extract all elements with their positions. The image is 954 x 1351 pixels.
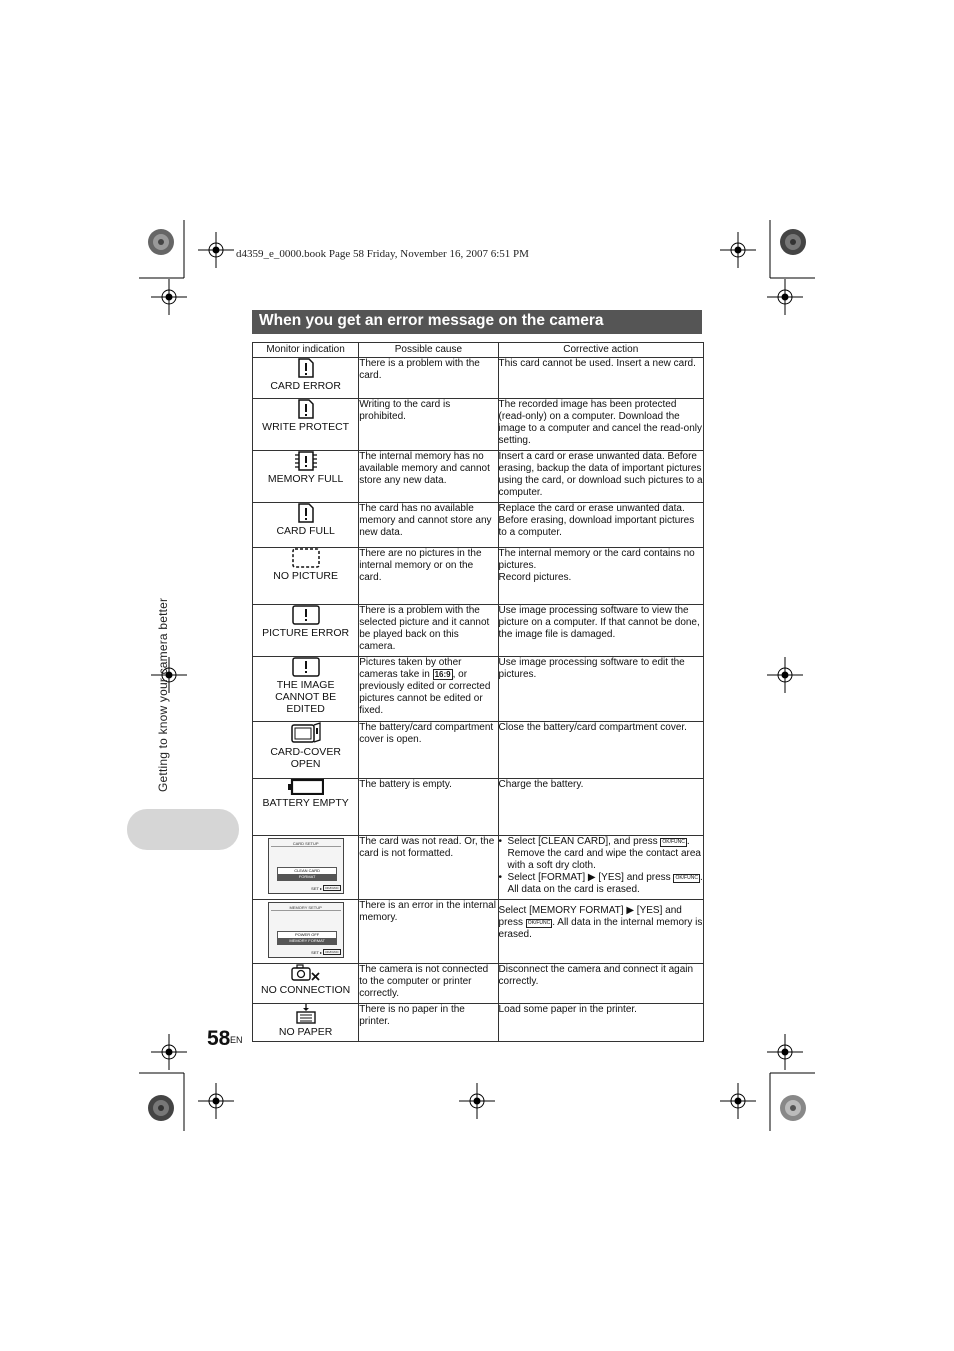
action-cell: Disconnect the camera and connect it again correctly. xyxy=(498,964,703,1004)
action-cell: Load some paper in the printer. xyxy=(498,1004,703,1042)
card-cover-open-icon xyxy=(291,722,321,744)
monitor-label: NO CONNECTION xyxy=(260,984,351,996)
cause-text-end: , or previously edited or corrected pictures cannot be edited or fixed. xyxy=(359,669,491,716)
no-connection-icon xyxy=(291,964,321,982)
table-row xyxy=(253,503,704,548)
memory-setup-screen xyxy=(268,902,344,958)
table-row xyxy=(253,657,704,722)
set-label: SET xyxy=(311,950,319,955)
table-row xyxy=(253,779,704,836)
monitor-label: NO PICTURE xyxy=(273,570,338,582)
monitor-label: BATTERY EMPTY xyxy=(262,797,349,809)
ok-key-icon: OK/FUNC xyxy=(325,886,339,890)
monitor-label: WRITE PROTECT xyxy=(262,421,350,433)
picture-error-icon xyxy=(292,605,320,625)
cause-cell xyxy=(359,657,498,722)
error-message-table xyxy=(252,342,704,1042)
screen-menu-item: CLEAN CARD xyxy=(294,868,320,873)
monitor-cell xyxy=(253,657,359,722)
table-row xyxy=(253,358,704,399)
monitor-cell xyxy=(253,722,359,779)
column-header-cause: Possible cause xyxy=(359,343,498,358)
image-cannot-be-edited-icon xyxy=(292,657,320,677)
cause-cell: There is a problem with the card. xyxy=(359,358,498,399)
action-cell: Insert a card or erase unwanted data. Before erasing, backup the data of important pictures using the card, or download such pictures to a computer. xyxy=(498,451,703,503)
set-label: SET xyxy=(311,886,319,891)
cause-cell: The card has no available memory and cannot store any new data. xyxy=(359,503,498,548)
no-paper-icon xyxy=(295,1004,317,1024)
cause-cell: The battery is empty. xyxy=(359,779,498,836)
monitor-label: MEMORY FULL xyxy=(267,473,344,485)
screen-menu xyxy=(277,931,337,945)
table-row xyxy=(253,722,704,779)
action-cell: Replace the card or erase unwanted data. Before erasing, download important pictures to a computer. xyxy=(498,503,703,548)
screen-set-hint: SET ▸ OK/FUNC xyxy=(311,950,339,955)
table-row xyxy=(253,451,704,503)
cause-cell: The card was not read. Or, the card is not formatted. xyxy=(359,836,498,900)
action-cell xyxy=(498,836,703,900)
table-row xyxy=(253,836,704,900)
action-cell: Charge the battery. xyxy=(498,779,703,836)
no-picture-icon xyxy=(292,548,320,568)
cause-text-start: Pictures taken by other cameras take in xyxy=(359,657,462,680)
monitor-label: NO PAPER xyxy=(278,1026,333,1038)
screen-title: CARD SETUP xyxy=(271,841,341,847)
monitor-cell xyxy=(253,836,359,900)
monitor-cell xyxy=(253,399,359,451)
table-row xyxy=(253,900,704,964)
cause-cell: There is an error in the internal memory. xyxy=(359,900,498,964)
action-list xyxy=(499,836,703,896)
cause-cell: The camera is not connected to the computer or printer correctly. xyxy=(359,964,498,1004)
page-number: 58 xyxy=(207,1027,231,1050)
action-text: . All data on the card is erased. xyxy=(507,872,703,895)
action-cell: Close the battery/card compartment cover. xyxy=(498,722,703,779)
column-header-monitor: Monitor indication xyxy=(253,343,359,358)
cause-cell: The internal memory has no available memory and cannot store any new data. xyxy=(359,451,498,503)
column-header-action: Corrective action xyxy=(498,343,703,358)
monitor-label: CARD FULL xyxy=(276,525,335,537)
cause-cell: The battery/card compartment cover is open. xyxy=(359,722,498,779)
screen-set-hint: SET ▸ OK/FUNC xyxy=(311,886,339,891)
action-cell: The internal memory or the card contains no pictures. Record pictures. xyxy=(498,548,703,605)
table-row xyxy=(253,399,704,451)
aspect-16-9-key-icon: 16:9 xyxy=(434,670,451,679)
monitor-cell xyxy=(253,900,359,964)
ok-func-key-icon: OK/FUNC xyxy=(675,875,698,881)
screen-menu xyxy=(277,867,337,881)
card-full-icon xyxy=(298,503,314,523)
cause-cell: There is no paper in the printer. xyxy=(359,1004,498,1042)
screen-menu-item: POWER OFF xyxy=(294,932,320,937)
cause-cell: There is a problem with the selected picture and it cannot be played back on this camera. xyxy=(359,605,498,657)
ok-key-icon: OK/FUNC xyxy=(325,950,339,954)
action-text: Select [FORMAT] ▶ [YES] and press xyxy=(507,872,671,883)
file-info-header: d4359_e_0000.book Page 58 Friday, November 16, 2007 6:51 PM xyxy=(236,248,529,260)
monitor-label: CARD-COVER OPEN xyxy=(270,746,341,770)
cause-cell: Writing to the card is prohibited. xyxy=(359,399,498,451)
write-protect-icon xyxy=(298,399,314,419)
action-text: . All data in the internal memory is erased. xyxy=(498,917,703,940)
action-cell: This card cannot be used. Insert a new card. xyxy=(498,358,703,399)
action-cell: Use image processing software to view the picture on a computer. If that cannot be done, the image file is damaged. xyxy=(498,605,703,657)
chapter-tab xyxy=(127,809,239,850)
action-cell: The recorded image has been protected (read-only) on a computer. Download the image to a computer and cancel the read-only setting. xyxy=(498,399,703,451)
battery-empty-icon xyxy=(288,779,324,795)
screen-menu-item-selected: MEMORY FORMAT xyxy=(278,938,336,944)
table-header-row xyxy=(253,343,704,358)
memory-full-icon xyxy=(295,451,317,471)
card-setup-screen xyxy=(268,838,344,894)
monitor-cell xyxy=(253,964,359,1004)
page-language: EN xyxy=(230,1035,243,1045)
table-row xyxy=(253,964,704,1004)
card-error-icon xyxy=(298,358,314,378)
action-text: Select [CLEAN CARD], and press xyxy=(507,836,658,847)
screen-title: MEMORY SETUP xyxy=(271,905,341,911)
monitor-label: CARD ERROR xyxy=(270,380,341,392)
monitor-cell xyxy=(253,503,359,548)
action-cell: Use image processing software to edit the pictures. xyxy=(498,657,703,722)
monitor-cell xyxy=(253,779,359,836)
side-section-label: Getting to know your camera better xyxy=(156,597,170,792)
monitor-cell xyxy=(253,605,359,657)
action-text: Select [MEMORY FORMAT] ▶ [YES] and press xyxy=(498,905,682,928)
section-title: When you get an error message on the camera xyxy=(259,312,604,329)
action-cell xyxy=(498,900,703,964)
ok-func-key-icon: OK/FUNC xyxy=(527,920,551,926)
action-list-item xyxy=(508,836,703,872)
action-list-item xyxy=(508,872,703,896)
screen-menu-item-selected: FORMAT xyxy=(278,874,336,880)
section-title-bar xyxy=(252,310,702,334)
table-row xyxy=(253,1004,704,1042)
cause-cell: There are no pictures in the internal memory or on the card. xyxy=(359,548,498,605)
table-row xyxy=(253,548,704,605)
action-text: . Remove the card and wipe the contact area with a soft dry cloth. xyxy=(507,836,701,871)
monitor-cell xyxy=(253,548,359,605)
ok-func-key-icon: OK/FUNC xyxy=(662,839,685,845)
table-row xyxy=(253,605,704,657)
monitor-cell xyxy=(253,1004,359,1042)
monitor-label: THE IMAGE CANNOT BE EDITED xyxy=(275,679,337,715)
monitor-label: PICTURE ERROR xyxy=(262,627,350,639)
monitor-cell xyxy=(253,451,359,503)
monitor-cell xyxy=(253,358,359,399)
